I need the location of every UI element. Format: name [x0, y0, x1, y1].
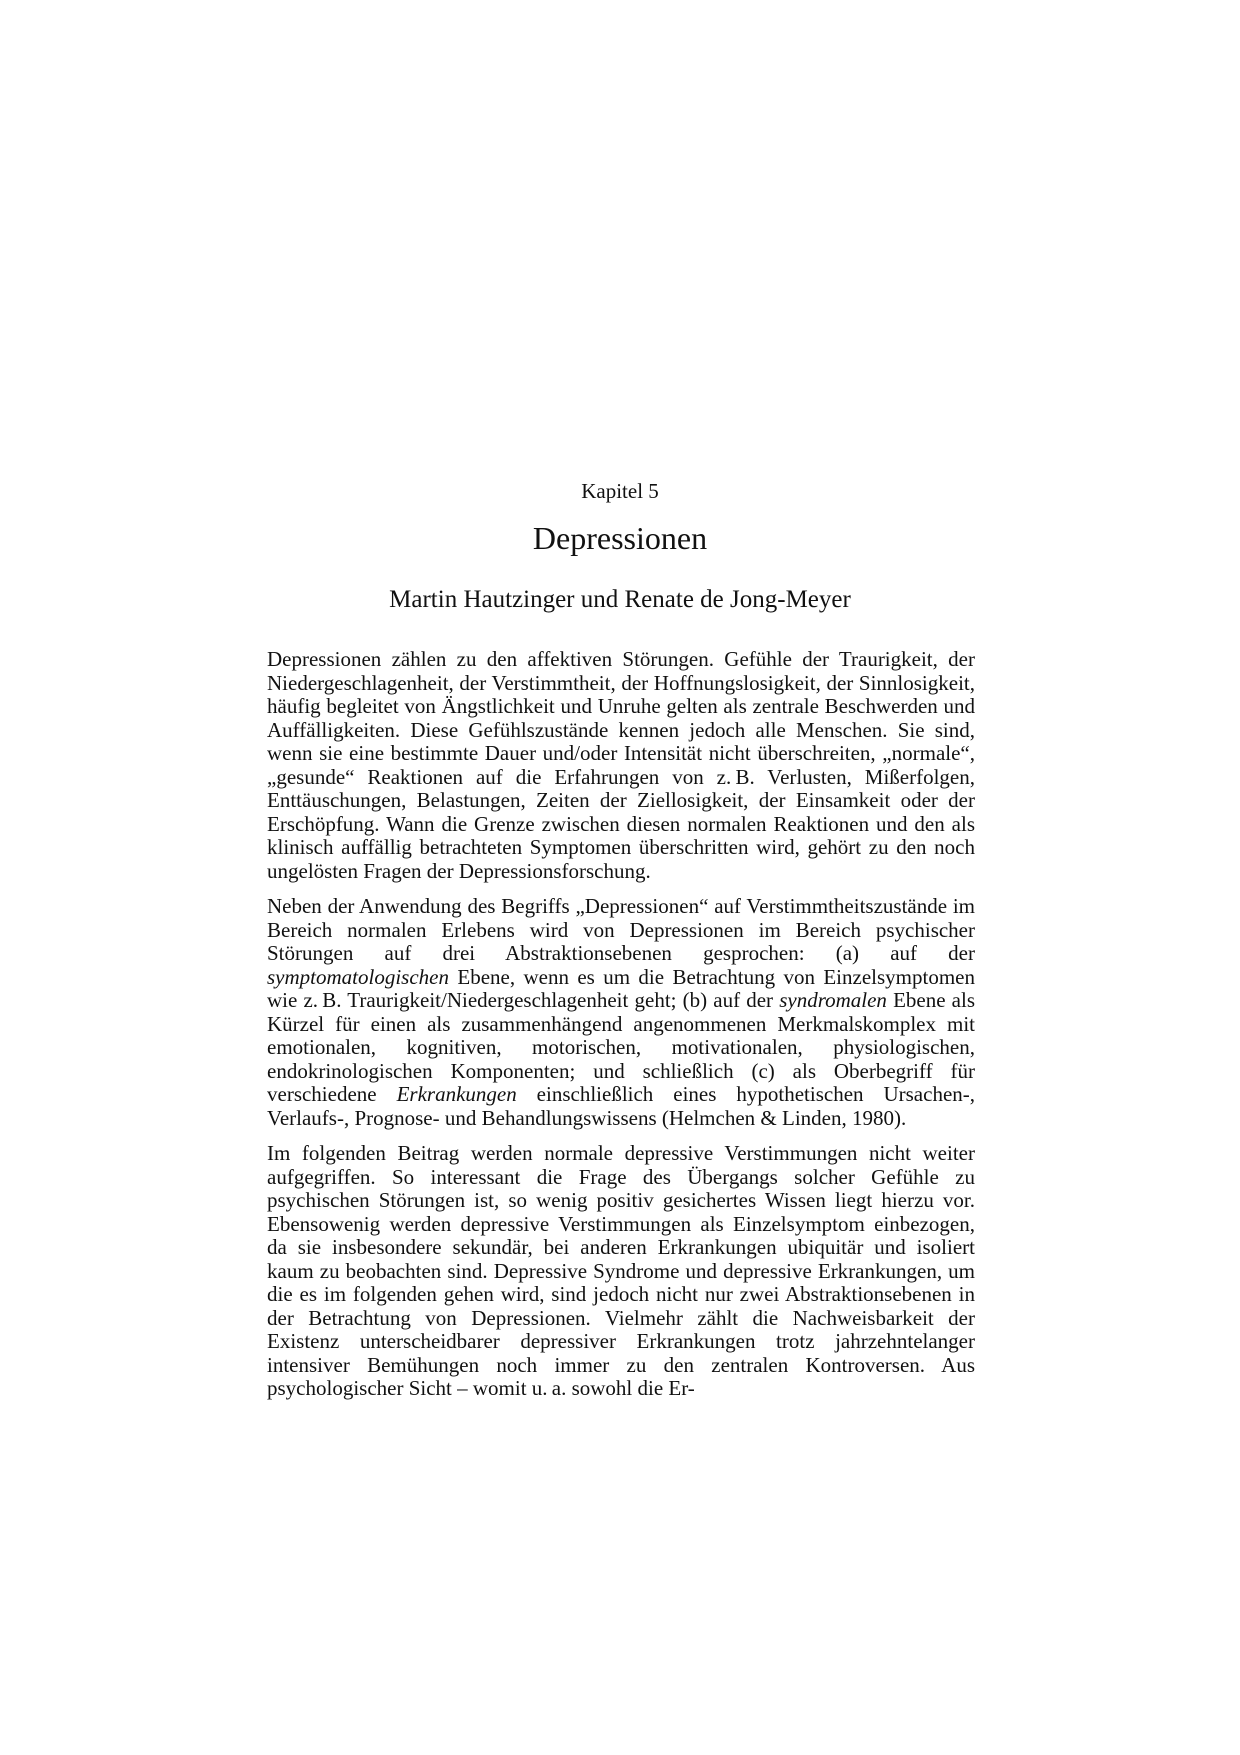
text-run: Im folgenden Beitrag werden normale depressive Verstimmungen nicht weiter aufgegriffen. So interessant die Frage des Übergangs solcher Gefühle zu psychischen Störungen ist, so wenig positiv gesichertes Wissen liegt hierzu vor. Ebensowenig werden depressive Verstimmungen als Einzelsymptom einbezogen, da sie insbesondere sekundär, bei anderen Erkrankungen ubiquitär und isoliert kaum zu beobachten sind. Depressive Syndrome und depressive Erkrankungen, um die es im folgenden gehen wird, sind jedoch nicht nur zwei Abstraktionsebenen in der Betrachtung von Depressionen. Vielmehr zählt die Nachweisbarkeit der Existenz unterscheidbarer depressiver Erkrankungen trotz jahrzehntelanger intensiver Bemühungen noch immer zu den zentralen Kontroversen. Aus psychologischer Sicht – womit u. a. sowohl die Er- [267, 1141, 975, 1400]
chapter-title: Depressionen [532, 520, 708, 556]
text-run: Neben der Anwendung des Begriffs „Depressionen“ auf Verstimmtheitszustände im Bereich normalen Erlebens wird von Depressionen im Bereich psychischer Störungen auf drei Abstraktionsebenen gesprochen: (a) auf der [267, 894, 975, 965]
chapter-label: Kapitel 5 [581, 479, 659, 503]
text-run: Depressionen zählen zu den affektiven Störungen. Gefühle der Traurigkeit, der Niedergeschlagenheit, der Verstimmtheit, der Hoffnungslosigkeit, der Sinnlosigkeit, häufig begleitet von Ängstlichkeit und Unruhe gelten als zentrale Beschwerden und Auffälligkeiten. Diese Gefühlszustände kennen jedoch alle Menschen. Sie sind, wenn sie eine bestimmte Dauer und/oder Intensität nicht überschreiten, „normale“, „gesunde“ Reaktionen auf die Erfahrungen von z. B. Verlusten, Mißerfolgen, Enttäuschungen, Belastungen, Zeiten der Ziellosigkeit, der Einsamkeit oder der Erschöpfung. Wann die Grenze zwischen diesen normalen Reaktionen und den als klinisch auffällig betrachteten Symptomen überschritten wird, gehört zu den noch ungelösten Fragen der Depressionsforschung. [267, 647, 975, 883]
italic-term: Erkrankungen [396, 1082, 517, 1106]
italic-term: symptomatologischen [267, 964, 449, 989]
chapter-authors: Martin Hautzinger und Renate de Jong-Meyer [389, 586, 851, 613]
paragraph-2 [267, 895, 975, 1130]
paragraph-3 [267, 1142, 975, 1401]
text-run: einschließlich eines hypothetischen Ursachen-, Verlaufs-, Prognose- und Behandlungswissens (Helmchen & Linden, 1980). [267, 1082, 976, 1130]
text-run: Ebene als Kürzel für einen als zusammenhängend angenommenen Merkmalskomplex mit emotionalen, kognitiven, motorischen, motivationalen, physiologischen, endokrinologischen Komponenten; und schließlich (c) als Oberbegriff für verschiedene [267, 988, 976, 1106]
body-text [267, 648, 975, 1401]
italic-term: syndromalen [779, 988, 887, 1012]
paragraph-1 [267, 648, 975, 883]
text-run: Ebene, wenn es um die Betrachtung von Einzelsymptomen wie z. B. Traurigkeit/Niedergeschlagenheit geht; (b) auf der [267, 964, 975, 1012]
